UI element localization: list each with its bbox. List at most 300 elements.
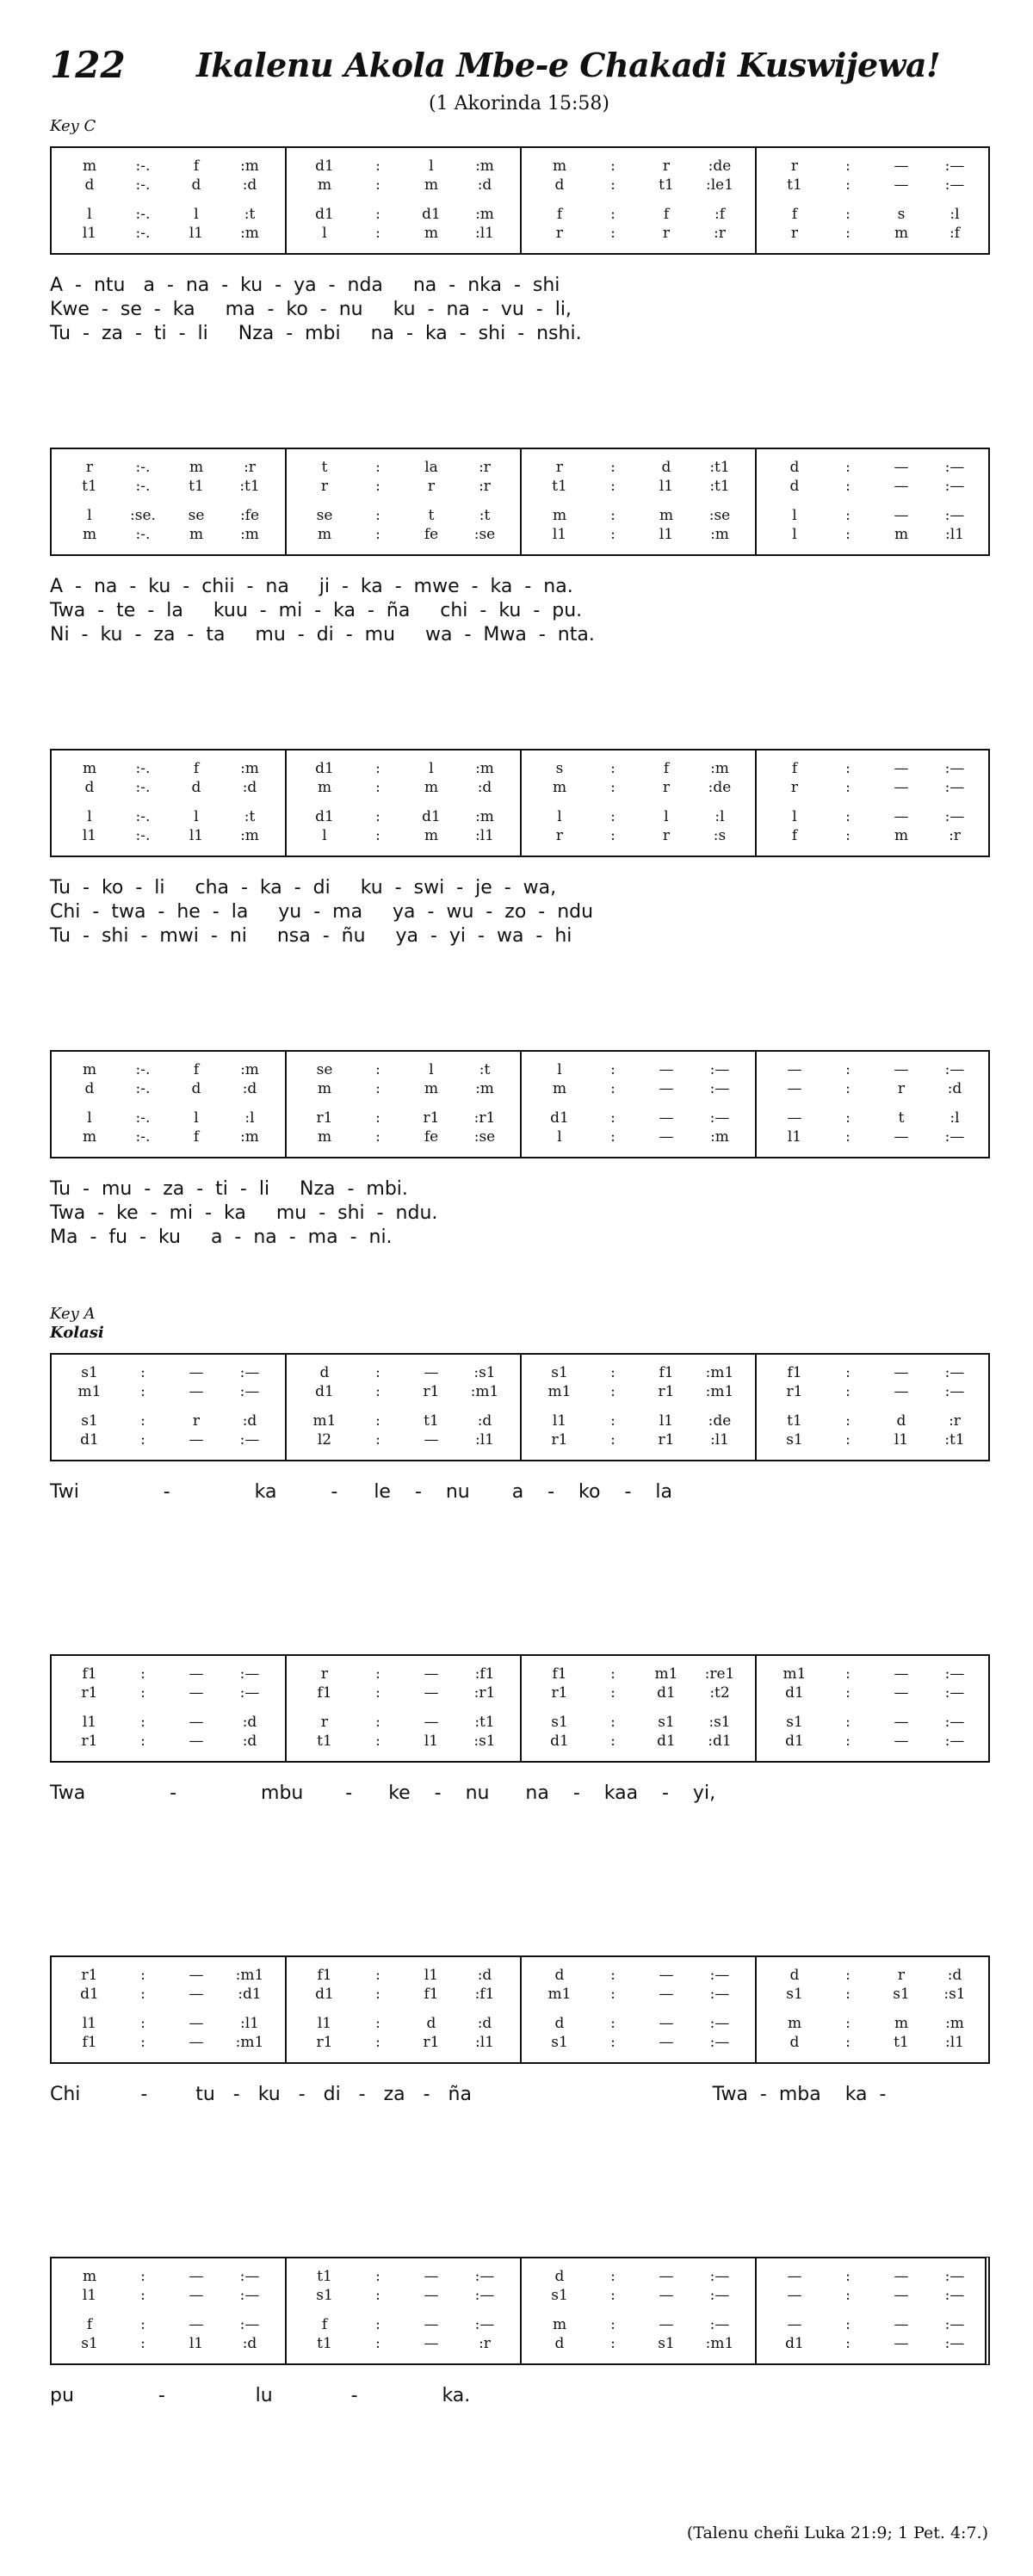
solfa-note: d bbox=[554, 1967, 565, 1984]
solfa-note: :— bbox=[944, 1665, 965, 1683]
solfa-note: — bbox=[189, 1684, 204, 1702]
solfa-note: : bbox=[140, 2316, 145, 2333]
solfa-note: — bbox=[659, 1986, 674, 2003]
solfa-note: :m bbox=[475, 760, 494, 777]
solfa-note: d1 bbox=[315, 1986, 334, 2003]
solfa-note: : bbox=[845, 1431, 851, 1449]
solfa-note: : bbox=[610, 1364, 615, 1381]
solfa-note: :— bbox=[239, 1383, 260, 1400]
solfa-note: s1 bbox=[81, 2335, 98, 2352]
solfa-note: t1 bbox=[659, 176, 674, 194]
voice-row bbox=[534, 759, 743, 778]
solfa-note: r bbox=[85, 459, 94, 476]
solfa-note: :de bbox=[708, 1412, 732, 1430]
solfa-note: m bbox=[82, 1061, 97, 1078]
measure bbox=[287, 1052, 522, 1157]
voice-row bbox=[534, 1127, 743, 1146]
voice-row bbox=[64, 1430, 273, 1449]
voice-row bbox=[299, 1713, 508, 1732]
solfa-note: :l1 bbox=[945, 2034, 964, 2051]
solfa-note: l1 bbox=[82, 225, 97, 242]
solfa-note: f1 bbox=[82, 1665, 97, 1683]
voice-row bbox=[534, 2014, 743, 2033]
solfa-note: d bbox=[426, 2015, 436, 2032]
voice-row bbox=[299, 826, 508, 845]
solfa-note: :— bbox=[239, 2287, 260, 2304]
solfa-note: — bbox=[659, 2034, 674, 2051]
solfa-note: :r bbox=[949, 1412, 961, 1430]
solfa-note: :— bbox=[944, 760, 965, 777]
solfa-note: : bbox=[610, 1665, 615, 1683]
solfa-note: — bbox=[659, 1128, 674, 1146]
solfa-note: l bbox=[557, 1061, 562, 1078]
voice-row bbox=[299, 1665, 508, 1683]
solfa-note: :se. bbox=[130, 507, 156, 524]
solfa-note: — bbox=[659, 1080, 674, 1097]
lyric-line: Tu - za - ti - li Nza - mbi na - ka - shi - nshi. bbox=[50, 323, 582, 344]
solfa-note: d1 bbox=[785, 2335, 804, 2352]
solfa-note: :d bbox=[477, 1967, 492, 1984]
solfa-note: d bbox=[319, 1364, 330, 1381]
solfa-note: — bbox=[424, 2335, 439, 2352]
lyrics-block bbox=[50, 575, 990, 647]
solfa-note: — bbox=[787, 2287, 802, 2304]
solfa-note: l bbox=[792, 507, 797, 524]
solfa-note: — bbox=[189, 1383, 204, 1400]
hymn-title: Ikalenu Akola Mbe-e Chakadi Kuswijewa! bbox=[196, 46, 941, 84]
solfa-note: : bbox=[845, 507, 851, 524]
solfa-note: l bbox=[792, 808, 797, 825]
voice-row bbox=[534, 2286, 743, 2305]
voice-row bbox=[769, 1713, 980, 1732]
solfa-note: — bbox=[659, 1967, 674, 1984]
voice-row bbox=[534, 2334, 743, 2353]
voice-row bbox=[299, 1060, 508, 1079]
lyrics-block bbox=[50, 274, 990, 346]
solfa-note: l1 bbox=[659, 1412, 674, 1430]
solfa-note: l1 bbox=[189, 2335, 204, 2352]
solfa-note: :-. bbox=[135, 808, 151, 825]
solfa-note: :— bbox=[709, 1967, 730, 1984]
solfa-note: : bbox=[610, 2015, 615, 2032]
voice-row bbox=[534, 807, 743, 826]
solfa-note: :m bbox=[475, 1080, 494, 1097]
solfa-note: :d bbox=[242, 1714, 257, 1731]
solfa-note: :— bbox=[709, 2268, 730, 2285]
solfa-note: r1 bbox=[551, 1431, 568, 1449]
solfa-note: r bbox=[790, 779, 799, 796]
voice-row bbox=[769, 1732, 980, 1751]
solfa-note: r bbox=[320, 1665, 329, 1683]
solfa-note: :s1 bbox=[943, 1986, 966, 2003]
solfa-note: :l bbox=[714, 808, 725, 825]
solfa-note: se bbox=[316, 1061, 333, 1078]
lyric-line: Ma - fu - ku a - na - ma - ni. bbox=[50, 1226, 393, 1248]
solfa-note: :l bbox=[949, 1109, 960, 1127]
solfa-note: :s bbox=[713, 827, 727, 844]
solfa-note: :se bbox=[473, 526, 496, 543]
solfa-note: :r bbox=[244, 459, 256, 476]
solfa-note: d bbox=[84, 1080, 95, 1097]
solfa-note: t1 bbox=[82, 478, 97, 495]
solfa-note: : bbox=[375, 1412, 380, 1430]
solfa-note: f bbox=[663, 760, 670, 777]
voice-row bbox=[64, 1412, 273, 1430]
solfa-note: :m1 bbox=[235, 2034, 264, 2051]
voice-row bbox=[299, 2315, 508, 2334]
solfa-note: r bbox=[320, 478, 329, 495]
solfa-note: r1 bbox=[316, 2034, 333, 2051]
solfa-note: : bbox=[610, 507, 615, 524]
chorus-label: Kolasi bbox=[50, 1324, 104, 1342]
solfa-note: l1 bbox=[189, 225, 204, 242]
solfa-note: d1 bbox=[315, 1383, 334, 1400]
solfa-note: :se bbox=[708, 507, 731, 524]
solfa-note: m bbox=[82, 2268, 97, 2285]
voice-row bbox=[64, 224, 273, 243]
solfa-note: — bbox=[189, 1714, 204, 1731]
solfa-note: — bbox=[894, 176, 909, 194]
solfa-note: :t bbox=[244, 206, 256, 223]
solfa-note: :m bbox=[240, 1061, 259, 1078]
music-system bbox=[50, 2257, 990, 2365]
solfa-note: :— bbox=[944, 2268, 965, 2285]
lyric-line: Twa - te - la kuu - mi - ka - ña chi - ku - pu. bbox=[50, 600, 583, 621]
solfa-note: :d bbox=[242, 1080, 257, 1097]
solfa-note: : bbox=[610, 2268, 615, 2285]
solfa-note: t1 bbox=[189, 478, 204, 495]
solfa-note: m bbox=[82, 760, 97, 777]
voice-row bbox=[64, 525, 273, 544]
solfa-note: :r bbox=[479, 2335, 491, 2352]
solfa-note: f1 bbox=[82, 2034, 97, 2051]
solfa-note: m bbox=[317, 1128, 332, 1146]
solfa-note: — bbox=[894, 2335, 909, 2352]
solfa-note: :m bbox=[240, 225, 259, 242]
voice-row bbox=[769, 759, 980, 778]
measure bbox=[757, 751, 992, 856]
solfa-note: r1 bbox=[423, 2034, 440, 2051]
voice-row bbox=[769, 2033, 980, 2052]
solfa-note: :— bbox=[944, 1128, 965, 1146]
solfa-note: m bbox=[787, 2015, 802, 2032]
solfa-note: f bbox=[193, 1128, 200, 1146]
solfa-note: :m bbox=[475, 808, 494, 825]
solfa-note: : bbox=[375, 1431, 380, 1449]
measure bbox=[287, 2258, 522, 2363]
solfa-note: d1 bbox=[315, 808, 334, 825]
solfa-note: :d bbox=[477, 779, 492, 796]
solfa-note: — bbox=[659, 2316, 674, 2333]
voice-row bbox=[299, 759, 508, 778]
solfa-note: :m1 bbox=[235, 1967, 264, 1984]
solfa-note: :f1 bbox=[474, 1986, 495, 2003]
solfa-note: m bbox=[424, 176, 439, 194]
solfa-note: :-. bbox=[135, 760, 151, 777]
solfa-note: :m bbox=[475, 206, 494, 223]
solfa-note: r bbox=[555, 225, 564, 242]
solfa-note: — bbox=[894, 2268, 909, 2285]
solfa-note: : bbox=[610, 1967, 615, 1984]
solfa-note: d1 bbox=[550, 1733, 569, 1750]
solfa-note: : bbox=[610, 1714, 615, 1731]
solfa-note: m bbox=[189, 526, 204, 543]
solfa-note: — bbox=[424, 1431, 439, 1449]
solfa-note: :-. bbox=[135, 1109, 151, 1127]
solfa-note: :— bbox=[474, 2316, 495, 2333]
solfa-note: — bbox=[894, 459, 909, 476]
solfa-note: :t1 bbox=[239, 478, 260, 495]
solfa-note: — bbox=[894, 1383, 909, 1400]
voice-row bbox=[299, 1109, 508, 1127]
voice-row bbox=[534, 1079, 743, 1098]
voice-row bbox=[769, 506, 980, 525]
solfa-note: — bbox=[424, 2316, 439, 2333]
solfa-note: m bbox=[894, 2015, 909, 2032]
solfa-note: r bbox=[320, 1714, 329, 1731]
solfa-note: :t bbox=[479, 1061, 491, 1078]
music-system bbox=[50, 1654, 990, 1763]
solfa-note: : bbox=[610, 459, 615, 476]
solfa-note: :— bbox=[944, 459, 965, 476]
solfa-note: :-. bbox=[135, 1128, 151, 1146]
solfa-note: : bbox=[140, 2268, 145, 2285]
voice-row bbox=[299, 807, 508, 826]
solfa-note: — bbox=[894, 158, 909, 175]
solfa-note: r1 bbox=[658, 1383, 675, 1400]
solfa-note: :t1 bbox=[944, 1431, 965, 1449]
solfa-note: : bbox=[610, 1431, 615, 1449]
voice-row bbox=[769, 477, 980, 496]
voice-row bbox=[534, 1966, 743, 1985]
solfa-note: : bbox=[610, 1128, 615, 1146]
solfa-note: :— bbox=[944, 158, 965, 175]
solfa-note: m bbox=[317, 176, 332, 194]
solfa-note: :d bbox=[242, 176, 257, 194]
solfa-note: : bbox=[375, 1714, 380, 1731]
solfa-note: :s1 bbox=[473, 1733, 496, 1750]
voice-row bbox=[64, 1683, 273, 1702]
solfa-note: f bbox=[321, 2316, 328, 2333]
solfa-note: : bbox=[375, 1967, 380, 1984]
solfa-note: :m bbox=[240, 526, 259, 543]
solfa-note: f1 bbox=[424, 1986, 439, 2003]
voice-row bbox=[534, 176, 743, 195]
solfa-note: : bbox=[845, 1412, 851, 1430]
solfa-note: : bbox=[375, 1986, 380, 2003]
solfa-note: : bbox=[845, 158, 851, 175]
key-signature-chorus: Key A bbox=[50, 1305, 96, 1323]
solfa-note: : bbox=[610, 1109, 615, 1127]
solfa-note: m bbox=[317, 526, 332, 543]
solfa-note: :r bbox=[479, 478, 491, 495]
measure bbox=[522, 751, 757, 856]
solfa-note: :de bbox=[708, 158, 732, 175]
solfa-note: r1 bbox=[423, 1383, 440, 1400]
solfa-note: r1 bbox=[551, 1684, 568, 1702]
solfa-note: s1 bbox=[893, 1986, 910, 2003]
solfa-note: :— bbox=[944, 1061, 965, 1078]
measure bbox=[522, 2258, 757, 2363]
voice-row bbox=[64, 1060, 273, 1079]
voice-row bbox=[299, 1412, 508, 1430]
music-system bbox=[50, 1353, 990, 1461]
solfa-note: :l1 bbox=[710, 1431, 729, 1449]
scripture-reference: (1 Akorinda 15:58) bbox=[429, 93, 609, 114]
solfa-note: — bbox=[787, 2268, 802, 2285]
lyric-line: Tu - shi - mwi - ni nsa - ñu ya - yi - wa - hi bbox=[50, 925, 572, 947]
solfa-note: : bbox=[375, 2335, 380, 2352]
solfa-note: :l1 bbox=[475, 2034, 494, 2051]
solfa-note: : bbox=[845, 779, 851, 796]
solfa-note: : bbox=[140, 1412, 145, 1430]
key-signature-verse: Key C bbox=[50, 117, 96, 135]
solfa-note: : bbox=[845, 2015, 851, 2032]
measure bbox=[522, 1052, 757, 1157]
solfa-note: :— bbox=[944, 1714, 965, 1731]
solfa-note: l1 bbox=[189, 827, 204, 844]
solfa-note: — bbox=[894, 1665, 909, 1683]
voice-row bbox=[299, 157, 508, 176]
solfa-note: : bbox=[610, 1986, 615, 2003]
solfa-note: :-. bbox=[135, 779, 151, 796]
solfa-note: l bbox=[429, 1061, 434, 1078]
solfa-note: r bbox=[662, 827, 671, 844]
measure bbox=[52, 1355, 287, 1460]
solfa-note: :— bbox=[944, 1364, 965, 1381]
solfa-note: m bbox=[317, 779, 332, 796]
solfa-note: l1 bbox=[82, 2287, 97, 2304]
solfa-note: — bbox=[424, 1665, 439, 1683]
solfa-note: r1 bbox=[658, 1431, 675, 1449]
voice-row bbox=[64, 1732, 273, 1751]
solfa-note: : bbox=[375, 1383, 380, 1400]
solfa-note: s1 bbox=[81, 1412, 98, 1430]
solfa-note: — bbox=[659, 1109, 674, 1127]
voice-row bbox=[299, 2267, 508, 2286]
solfa-note: : bbox=[845, 1967, 851, 1984]
solfa-note: :-. bbox=[135, 459, 151, 476]
solfa-note: — bbox=[189, 2287, 204, 2304]
solfa-note: : bbox=[375, 507, 380, 524]
solfa-note: l bbox=[87, 1109, 92, 1127]
voice-row bbox=[769, 1683, 980, 1702]
solfa-note: :— bbox=[239, 2316, 260, 2333]
solfa-note: :m bbox=[240, 760, 259, 777]
solfa-note: : bbox=[610, 760, 615, 777]
solfa-note: r bbox=[897, 1967, 906, 1984]
voice-row bbox=[769, 525, 980, 544]
voice-row bbox=[299, 477, 508, 496]
voice-row bbox=[769, 224, 980, 243]
solfa-note: l bbox=[429, 158, 434, 175]
solfa-note: : bbox=[845, 1109, 851, 1127]
measure bbox=[287, 1957, 522, 2062]
solfa-note: t1 bbox=[317, 1733, 332, 1750]
solfa-note: : bbox=[375, 808, 380, 825]
solfa-note: r bbox=[897, 1080, 906, 1097]
solfa-note: s1 bbox=[551, 2034, 568, 2051]
solfa-note: — bbox=[189, 2316, 204, 2333]
solfa-note: fe bbox=[424, 526, 439, 543]
voice-row bbox=[299, 2334, 508, 2353]
solfa-note: t1 bbox=[894, 2034, 909, 2051]
voice-row bbox=[534, 224, 743, 243]
solfa-note: l bbox=[194, 808, 199, 825]
solfa-note: :se bbox=[473, 1128, 496, 1146]
solfa-note: : bbox=[610, 2316, 615, 2333]
solfa-note: f bbox=[791, 827, 798, 844]
solfa-note: : bbox=[610, 158, 615, 175]
solfa-note: — bbox=[189, 2268, 204, 2285]
voice-row bbox=[534, 778, 743, 797]
solfa-note: — bbox=[894, 1684, 909, 1702]
measure bbox=[287, 1656, 522, 1761]
voice-row bbox=[534, 2267, 743, 2286]
solfa-note: :m1 bbox=[705, 2335, 734, 2352]
voice-row bbox=[769, 176, 980, 195]
solfa-note: : bbox=[845, 1364, 851, 1381]
solfa-note: s1 bbox=[81, 1364, 98, 1381]
solfa-note: t1 bbox=[424, 1412, 439, 1430]
solfa-note: :-. bbox=[135, 176, 151, 194]
voice-row bbox=[769, 1109, 980, 1127]
solfa-note: : bbox=[375, 1128, 380, 1146]
solfa-note: m bbox=[424, 827, 439, 844]
voice-row bbox=[534, 1109, 743, 1127]
voice-row bbox=[534, 1382, 743, 1401]
solfa-note: — bbox=[894, 1061, 909, 1078]
solfa-note: — bbox=[894, 1364, 909, 1381]
voice-row bbox=[769, 2014, 980, 2033]
footer-reference: (Talenu cheñi Luka 21:9; 1 Pet. 4:7.) bbox=[686, 2523, 988, 2542]
voice-row bbox=[64, 205, 273, 224]
solfa-note: l1 bbox=[659, 526, 674, 543]
solfa-note: :— bbox=[944, 1733, 965, 1750]
voice-row bbox=[534, 1732, 743, 1751]
voice-row bbox=[534, 1430, 743, 1449]
solfa-note: m bbox=[82, 158, 97, 175]
solfa-note: :— bbox=[944, 808, 965, 825]
voice-row bbox=[64, 1966, 273, 1985]
solfa-note: d1 bbox=[785, 1733, 804, 1750]
solfa-note: t bbox=[428, 507, 435, 524]
solfa-note: : bbox=[610, 478, 615, 495]
solfa-note: :d1 bbox=[238, 1986, 262, 2003]
solfa-note: l bbox=[664, 808, 669, 825]
solfa-note: r bbox=[192, 1412, 201, 1430]
solfa-note: f bbox=[193, 1061, 200, 1078]
solfa-note: :-. bbox=[135, 206, 151, 223]
solfa-note: s1 bbox=[316, 2287, 333, 2304]
solfa-note: :— bbox=[474, 2287, 495, 2304]
solfa-note: : bbox=[845, 2335, 851, 2352]
solfa-note: : bbox=[140, 1665, 145, 1683]
solfa-note: m1 bbox=[782, 1665, 807, 1683]
solfa-note: : bbox=[140, 2034, 145, 2051]
voice-row bbox=[64, 1079, 273, 1098]
solfa-note: : bbox=[845, 1733, 851, 1750]
solfa-note: — bbox=[894, 808, 909, 825]
solfa-note: : bbox=[375, 760, 380, 777]
voice-row bbox=[64, 506, 273, 525]
solfa-note: m bbox=[894, 827, 909, 844]
solfa-note: : bbox=[610, 225, 615, 242]
solfa-note: :m bbox=[240, 827, 259, 844]
voice-row bbox=[769, 778, 980, 797]
voice-row bbox=[534, 205, 743, 224]
voice-row bbox=[299, 1985, 508, 2004]
